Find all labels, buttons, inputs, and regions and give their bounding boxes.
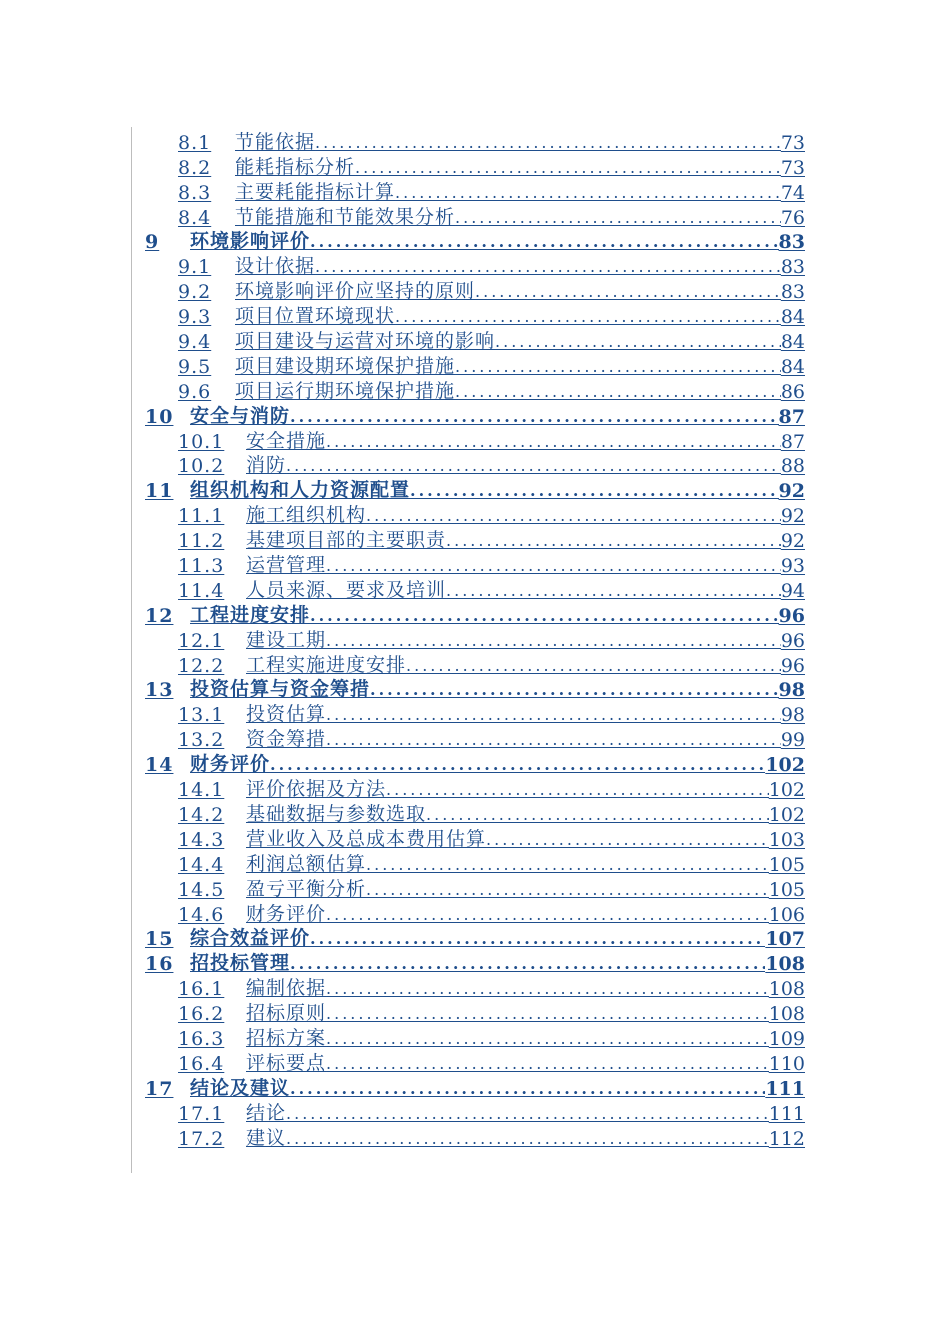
toc-dot-leader [366, 882, 769, 901]
toc-dot-leader [310, 931, 765, 950]
toc-chapter-link[interactable] [145, 677, 805, 702]
toc-section-link[interactable] [145, 851, 805, 876]
toc-entry-number: 16.2 [178, 1003, 225, 1026]
toc-entry-title: 项目建设与运营对环境的影响 [235, 330, 496, 353]
toc-dot-leader [326, 434, 781, 453]
toc-entry-number: 9.1 [178, 256, 212, 279]
toc-entry-title: 施工组织机构 [246, 504, 367, 527]
toc-section-link[interactable] [145, 328, 805, 353]
toc-page-number: 83 [780, 256, 805, 279]
toc-page-number: 110 [768, 1052, 805, 1075]
toc-entry-number: 14.3 [178, 828, 225, 851]
toc-dot-leader [326, 1006, 769, 1025]
toc-chapter-link[interactable] [145, 477, 805, 502]
toc-dot-leader [310, 608, 779, 627]
toc-entry-title: 盈亏平衡分析 [246, 877, 367, 900]
toc-chapter-link[interactable] [145, 602, 805, 627]
toc-entry-title: 项目建设期环境保护措施 [235, 354, 456, 377]
toc-entry-number: 9 [145, 231, 160, 254]
toc-section-link[interactable] [145, 502, 805, 527]
toc-dot-leader [395, 185, 781, 204]
toc-chapter-link[interactable] [145, 229, 805, 254]
toc-entry-number: 9.2 [178, 281, 212, 304]
toc-dot-leader [286, 1131, 769, 1150]
toc-page-number: 112 [768, 1127, 805, 1150]
toc-entry-title: 基础数据与参数选取 [246, 802, 427, 825]
toc-section-link[interactable] [145, 776, 805, 801]
toc-entry-number: 9.6 [178, 380, 212, 403]
toc-dot-leader [486, 832, 769, 851]
toc-page-number: 92 [778, 480, 805, 503]
toc-page-number: 106 [768, 903, 805, 926]
toc-entry-title: 能耗指标分析 [235, 155, 356, 178]
toc-section-link[interactable] [145, 652, 805, 677]
toc-page-number: 109 [768, 1027, 805, 1050]
toc-entry-number: 14.2 [178, 803, 225, 826]
toc-page-number: 107 [765, 928, 805, 951]
toc-page-number: 88 [780, 455, 805, 478]
toc-section-link[interactable] [145, 278, 805, 303]
toc-entry-title: 营业收入及总成本费用估算 [246, 827, 487, 850]
toc-entry-number: 9.3 [178, 306, 212, 329]
toc-dot-leader [326, 1031, 769, 1050]
toc-page-number: 105 [768, 853, 805, 876]
toc-dot-leader [446, 533, 781, 552]
toc-page-number: 94 [780, 579, 805, 602]
toc-dot-leader [455, 359, 781, 378]
toc-dot-leader [315, 135, 781, 154]
toc-entry-number: 11 [145, 480, 174, 503]
toc-section-link[interactable] [145, 726, 805, 751]
toc-entry-number: 16.1 [178, 978, 225, 1001]
toc-entry-number: 12.2 [178, 654, 225, 677]
toc-entry-number: 14.5 [178, 878, 225, 901]
toc-entry-title: 节能依据 [235, 130, 316, 153]
toc-chapter-link[interactable] [145, 1075, 805, 1100]
toc-entry-title: 项目位置环境现状 [235, 305, 396, 328]
toc-dot-leader [366, 857, 769, 876]
toc-dot-leader [326, 707, 781, 726]
toc-entry-number: 11.1 [178, 505, 225, 528]
toc-page-number: 111 [768, 1102, 805, 1125]
toc-page-number: 96 [780, 654, 805, 677]
toc-page-number: 74 [780, 181, 805, 204]
toc-entry-title: 招标方案 [246, 1026, 327, 1049]
toc-entry-title: 项目运行期环境保护措施 [235, 379, 456, 402]
toc-page-number: 84 [780, 355, 805, 378]
toc-entry-number: 10 [145, 405, 174, 428]
toc-entry-number: 15 [145, 928, 174, 951]
toc-entry-title: 工程进度安排 [190, 603, 311, 626]
toc-dot-leader [326, 732, 781, 751]
toc-entry-number: 9.4 [178, 331, 212, 354]
toc-entry-number: 14.4 [178, 853, 225, 876]
toc-page-number: 105 [768, 878, 805, 901]
page-margin-line [131, 127, 132, 1173]
toc-dot-leader [270, 757, 765, 776]
toc-page-number: 84 [780, 331, 805, 354]
toc-entry-number: 8.3 [178, 181, 212, 204]
toc-section-link[interactable] [145, 975, 805, 1000]
toc-page-number: 98 [780, 704, 805, 727]
toc-section-link[interactable] [145, 303, 805, 328]
toc-section-link[interactable] [145, 428, 805, 453]
toc-dot-leader [286, 458, 781, 477]
toc-dot-leader [326, 907, 769, 926]
toc-entry-title: 投资估算 [246, 703, 327, 726]
toc-entry-number: 11.4 [178, 579, 225, 602]
toc-section-link[interactable] [145, 876, 805, 901]
toc-section-link[interactable] [145, 701, 805, 726]
toc-entry-title: 编制依据 [246, 977, 327, 1000]
toc-page-number: 102 [768, 803, 805, 826]
toc-dot-leader [326, 1056, 769, 1075]
toc-entry-title: 环境影响评价 [190, 230, 311, 253]
toc-page-number: 99 [780, 729, 805, 752]
toc-entry-title: 基建项目部的主要职责 [246, 529, 447, 552]
toc-page-number: 102 [765, 754, 805, 777]
toc-entry-title: 运营管理 [246, 554, 327, 577]
toc-page-number: 87 [778, 405, 805, 428]
toc-page-number: 73 [780, 156, 805, 179]
toc-dot-leader [366, 508, 781, 527]
toc-entry-title: 资金筹措 [246, 728, 327, 751]
toc-section-link[interactable] [145, 1125, 805, 1150]
toc-section-link[interactable] [145, 453, 805, 478]
toc-page-number: 93 [780, 555, 805, 578]
toc-page-number: 83 [778, 231, 805, 254]
toc-entry-title: 组织机构和人力资源配置 [190, 479, 411, 502]
toc-entry-title: 财务评价 [246, 902, 327, 925]
toc-dot-leader [315, 259, 781, 278]
toc-page-number: 86 [780, 380, 805, 403]
toc-entry-number: 17.2 [178, 1127, 225, 1150]
toc-entry-number: 16.3 [178, 1027, 225, 1050]
toc-dot-leader [406, 658, 781, 677]
toc-page-number: 96 [778, 604, 805, 627]
toc-page-number: 108 [765, 953, 805, 976]
toc-dot-leader [290, 956, 765, 975]
toc-page-number: 111 [765, 1077, 805, 1100]
toc-entry-number: 14 [145, 754, 174, 777]
toc-entry-title: 招标原则 [246, 1002, 327, 1025]
toc-entry-title: 结论 [246, 1101, 287, 1124]
toc-dot-leader [290, 409, 779, 428]
toc-dot-leader [495, 334, 781, 353]
toc-page-number: 108 [768, 1003, 805, 1026]
toc-dot-leader [286, 1106, 769, 1125]
toc-page-number: 103 [768, 828, 805, 851]
toc-entry-title: 财务评价 [190, 753, 271, 776]
toc-section-link[interactable] [145, 901, 805, 926]
toc-dot-leader [446, 583, 781, 602]
toc-entry-number: 16 [145, 953, 174, 976]
toc-section-link[interactable] [145, 378, 805, 403]
toc-entry-title: 人员来源、要求及培训 [246, 578, 447, 601]
toc-entry-title: 投资估算与资金筹措 [190, 678, 371, 701]
toc-section-link[interactable] [145, 577, 805, 602]
toc-section-link[interactable] [145, 253, 805, 278]
toc-section-link[interactable] [145, 826, 805, 851]
toc-dot-leader [455, 384, 781, 403]
toc-entry-title: 安全与消防 [190, 404, 291, 427]
toc-entry-number: 10.2 [178, 455, 225, 478]
toc-page-number: 73 [780, 131, 805, 154]
toc-section-link[interactable] [145, 527, 805, 552]
toc-entry-title: 结论及建议 [190, 1076, 291, 1099]
toc-entry-number: 13.2 [178, 729, 225, 752]
toc-dot-leader [455, 210, 781, 229]
toc-section-link[interactable] [145, 1025, 805, 1050]
toc-dot-leader [326, 981, 769, 1000]
toc-section-link[interactable] [145, 353, 805, 378]
toc-section-link[interactable] [145, 1000, 805, 1025]
toc-entry-title: 主要耗能指标计算 [235, 180, 396, 203]
toc-entry-number: 10.1 [178, 430, 225, 453]
toc-entry-number: 9.5 [178, 355, 212, 378]
toc-entry-title: 建设工期 [246, 628, 327, 651]
toc-dot-leader [326, 633, 781, 652]
toc-entry-number: 8.1 [178, 131, 212, 154]
toc-entry-number: 17.1 [178, 1102, 225, 1125]
toc-entry-title: 评标要点 [246, 1051, 327, 1074]
toc-chapter-link[interactable] [145, 950, 805, 975]
toc-page-number: 87 [780, 430, 805, 453]
toc-dot-leader [386, 782, 769, 801]
toc-entry-title: 综合效益评价 [190, 927, 311, 950]
toc-dot-leader [290, 1081, 765, 1100]
toc-chapter-link[interactable] [145, 751, 805, 776]
toc-entry-number: 16.4 [178, 1052, 225, 1075]
toc-entry-title: 消防 [246, 454, 287, 477]
toc-entry-title: 利润总额估算 [246, 852, 367, 875]
toc-dot-leader [370, 682, 779, 701]
toc-dot-leader [410, 483, 779, 502]
toc-section-link[interactable] [145, 552, 805, 577]
toc-dot-leader [426, 807, 769, 826]
toc-dot-leader [395, 309, 781, 328]
toc-entry-number: 8.4 [178, 206, 212, 229]
toc-section-link[interactable] [145, 1100, 805, 1125]
toc-entry-title: 建议 [246, 1126, 287, 1149]
toc-dot-leader [475, 284, 781, 303]
table-of-contents [145, 129, 805, 1150]
toc-dot-leader [355, 160, 781, 179]
toc-section-link[interactable] [145, 179, 805, 204]
toc-page-number: 84 [780, 306, 805, 329]
toc-dot-leader [326, 558, 781, 577]
toc-entry-number: 11.2 [178, 530, 225, 553]
toc-chapter-link[interactable] [145, 403, 805, 428]
toc-entry-number: 14.6 [178, 903, 225, 926]
toc-entry-number: 11.3 [178, 555, 225, 578]
toc-entry-title: 设计依据 [235, 255, 316, 278]
toc-section-link[interactable] [145, 129, 805, 154]
toc-section-link[interactable] [145, 204, 805, 229]
toc-section-link[interactable] [145, 801, 805, 826]
toc-entry-number: 13.1 [178, 704, 225, 727]
toc-chapter-link[interactable] [145, 926, 805, 951]
toc-entry-title: 招投标管理 [190, 952, 291, 975]
toc-entry-number: 8.2 [178, 156, 212, 179]
toc-page-number: 96 [780, 629, 805, 652]
toc-entry-number: 12 [145, 604, 174, 627]
toc-page-number: 92 [780, 505, 805, 528]
toc-entry-number: 17 [145, 1077, 174, 1100]
toc-page-number: 102 [768, 779, 805, 802]
toc-entry-title: 安全措施 [246, 429, 327, 452]
toc-entry-title: 评价依据及方法 [246, 778, 387, 801]
toc-dot-leader [310, 234, 779, 253]
toc-entry-number: 13 [145, 679, 174, 702]
toc-entry-number: 12.1 [178, 629, 225, 652]
toc-entry-title: 节能措施和节能效果分析 [235, 205, 456, 228]
toc-page-number: 83 [780, 281, 805, 304]
toc-section-link[interactable] [145, 627, 805, 652]
toc-section-link[interactable] [145, 1050, 805, 1075]
toc-page-number: 76 [780, 206, 805, 229]
toc-page-number: 108 [768, 978, 805, 1001]
toc-entry-title: 环境影响评价应坚持的原则 [235, 280, 476, 303]
toc-page-number: 98 [778, 679, 805, 702]
toc-page-number: 92 [780, 530, 805, 553]
toc-entry-number: 14.1 [178, 779, 225, 802]
toc-section-link[interactable] [145, 154, 805, 179]
toc-entry-title: 工程实施进度安排 [246, 653, 407, 676]
